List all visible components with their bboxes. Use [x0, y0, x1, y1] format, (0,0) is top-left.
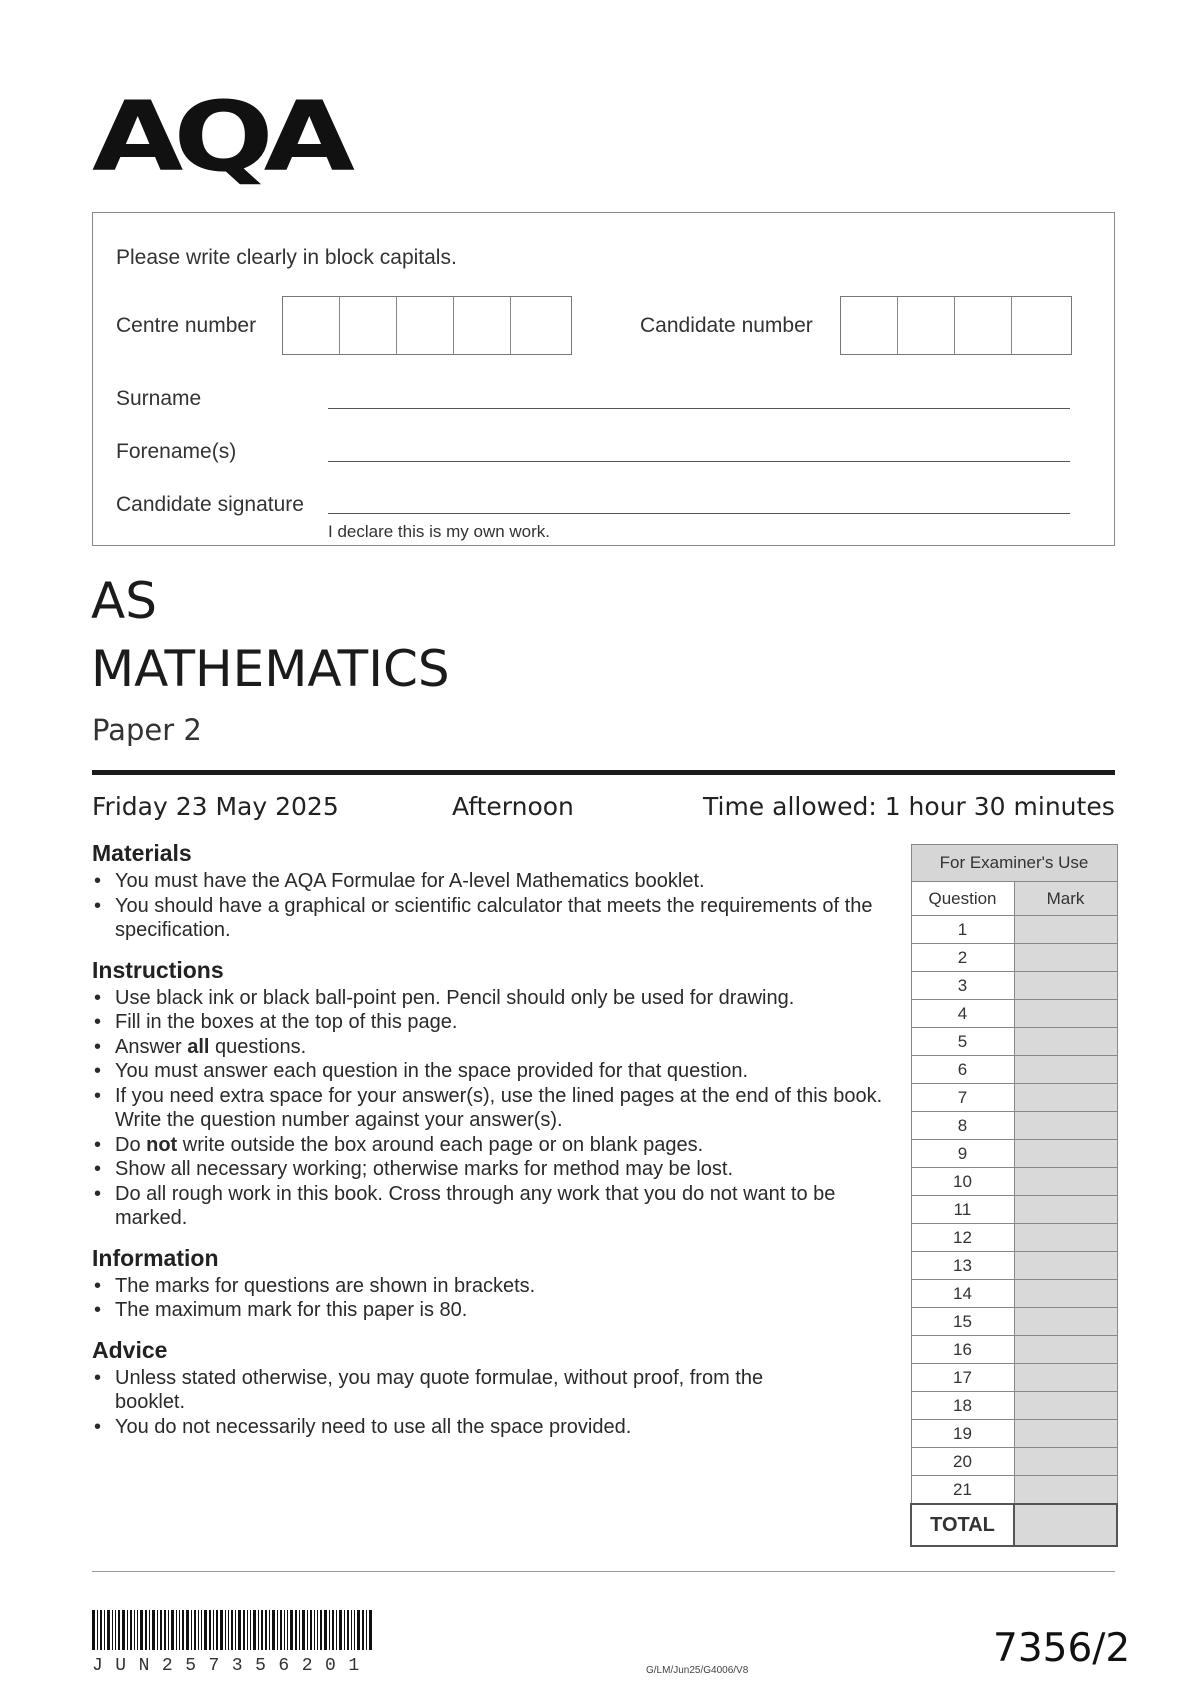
centre-number-digit-box[interactable] — [454, 297, 511, 354]
examiner-table-row — [911, 1392, 1117, 1420]
instructions-item — [92, 1035, 892, 1060]
examiner-table-row — [911, 944, 1117, 972]
candidate-number-boxes — [840, 296, 1072, 355]
barcode-bar — [157, 1610, 158, 1650]
mark-cell[interactable] — [1014, 1364, 1117, 1392]
barcode-bar — [152, 1610, 155, 1650]
examiner-table-row — [911, 1280, 1117, 1308]
examiner-table-row — [911, 1140, 1117, 1168]
total-mark-cell[interactable] — [1014, 1504, 1117, 1546]
barcode-bar — [149, 1610, 150, 1650]
barcode-bar — [171, 1610, 174, 1650]
information-item: • The marks for questions are shown in brackets. — [92, 1274, 892, 1299]
surname-line[interactable] — [328, 408, 1070, 409]
materials-list — [92, 869, 892, 943]
examiner-table-row — [911, 1420, 1117, 1448]
mark-cell[interactable] — [1014, 1084, 1117, 1112]
barcode-bar — [317, 1610, 318, 1650]
examiner-table-title-row — [911, 845, 1117, 882]
question-number-cell: 6 — [911, 1056, 1014, 1084]
centre-number-digit-box[interactable] — [511, 297, 568, 354]
barcode-bar — [329, 1610, 330, 1650]
candidate-number-digit-box[interactable] — [1012, 297, 1069, 354]
centre-number-boxes — [282, 296, 572, 355]
examiner-table-row — [911, 1084, 1117, 1112]
question-number-cell: 3 — [911, 972, 1014, 1000]
materials-heading: Materials — [92, 840, 192, 866]
question-number-cell: 1 — [911, 916, 1014, 944]
barcode-bar — [357, 1610, 360, 1650]
instructions-item-text: write outside the box around each page or on blank pages. — [177, 1133, 704, 1156]
block-capitals-instruction: Please write clearly in block capitals. — [116, 246, 457, 269]
barcode-bar — [216, 1610, 218, 1650]
barcode-bar — [238, 1610, 241, 1650]
centre-number-digit-box[interactable] — [283, 297, 340, 354]
barcode-bar — [307, 1610, 308, 1650]
examiner-table-row — [911, 1336, 1117, 1364]
advice-heading: Advice — [92, 1336, 168, 1363]
instructions-column — [92, 840, 892, 1453]
instructions-item: • Use black ink or black ball-point pen. Pencil should only be used for drawing. — [92, 986, 892, 1011]
total-label: TOTAL — [911, 1504, 1014, 1546]
centre-number-label: Centre number — [116, 314, 257, 337]
barcode-bar — [299, 1610, 300, 1650]
barcode-bar — [272, 1610, 275, 1650]
materials-item: • You should have a graphical or scientific calculator that meets the requirements of the specification. — [92, 894, 892, 943]
question-number-cell: 13 — [911, 1252, 1014, 1280]
barcode-bar — [107, 1610, 110, 1650]
mark-cell[interactable] — [1014, 1028, 1117, 1056]
barcode-bar — [277, 1610, 278, 1650]
barcode-bar — [104, 1610, 105, 1650]
examiner-table-wrapper — [910, 844, 1118, 1547]
barcode-bar — [228, 1610, 229, 1650]
subject-title: MATHEMATICS — [91, 640, 450, 698]
instructions-item — [92, 1133, 892, 1158]
mark-cell[interactable] — [1014, 944, 1117, 972]
examiner-table-row — [911, 1476, 1117, 1505]
document-reference: G/LM/Jun25/G4006/V8 — [646, 1665, 749, 1676]
barcode-bar — [250, 1610, 251, 1650]
barcode-bar — [213, 1610, 214, 1650]
mark-cell[interactable] — [1014, 1196, 1117, 1224]
barcode-bar — [115, 1610, 116, 1650]
mark-cell[interactable] — [1014, 1112, 1117, 1140]
question-number-cell: 4 — [911, 1000, 1014, 1028]
barcode-bar — [118, 1610, 120, 1650]
mark-column-header: Mark — [1014, 882, 1117, 916]
barcode-bar — [182, 1610, 184, 1650]
barcode-bar — [127, 1610, 128, 1650]
barcode-bar — [145, 1610, 147, 1650]
barcode-bar — [204, 1610, 207, 1650]
barcode-bar — [265, 1610, 267, 1650]
instructions-item: • You must answer each question in the space provided for that question. — [92, 1059, 892, 1084]
examiner-table-title: For Examiner's Use — [911, 845, 1117, 882]
materials-item: • You must have the AQA Formulae for A-level Mathematics booklet. — [92, 869, 892, 894]
barcode-bar — [225, 1610, 226, 1650]
advice-item: • You do not necessarily need to use all the space provided. — [92, 1415, 812, 1440]
examiner-use-table — [910, 844, 1118, 1547]
barcode-bar — [160, 1610, 162, 1650]
question-number-cell: 10 — [911, 1168, 1014, 1196]
examiner-table-row — [911, 1168, 1117, 1196]
barcode-bar — [344, 1610, 345, 1650]
barcode-bar — [100, 1610, 102, 1650]
candidate-number-digit-box[interactable] — [841, 297, 898, 354]
barcode-bar — [280, 1610, 282, 1650]
question-number-cell: 2 — [911, 944, 1014, 972]
mark-cell[interactable] — [1014, 1056, 1117, 1084]
mark-cell[interactable] — [1014, 1308, 1117, 1336]
barcode-bar — [243, 1610, 245, 1650]
barcode-bar — [92, 1610, 95, 1650]
candidate-number-digit-box[interactable] — [955, 297, 1012, 354]
title-divider — [92, 770, 1115, 775]
aqa-logo: AQA — [92, 79, 345, 193]
barcode-bar — [231, 1610, 233, 1650]
mark-cell[interactable] — [1014, 1420, 1117, 1448]
barcode-bar — [314, 1610, 315, 1650]
barcode-bar — [112, 1610, 113, 1650]
examiner-table-row — [911, 916, 1117, 944]
barcode-bar — [168, 1610, 169, 1650]
declaration-text: I declare this is my own work. — [328, 522, 551, 541]
examiner-table-row — [911, 1056, 1117, 1084]
information-list — [92, 1274, 892, 1323]
level-title: AS — [91, 572, 157, 630]
footer-divider — [92, 1571, 1115, 1572]
examiner-table-total-row — [911, 1504, 1117, 1546]
candidate-number-digit-box[interactable] — [898, 297, 955, 354]
mark-cell[interactable] — [1014, 1224, 1117, 1252]
mark-cell[interactable] — [1014, 1000, 1117, 1028]
barcode-bar — [261, 1610, 263, 1650]
barcode-bar — [179, 1610, 180, 1650]
question-number-cell: 12 — [911, 1224, 1014, 1252]
barcode-bar — [258, 1610, 259, 1650]
question-number-cell: 5 — [911, 1028, 1014, 1056]
barcode-bar — [137, 1610, 138, 1650]
barcode-bar — [351, 1610, 352, 1650]
barcode-bar — [247, 1610, 248, 1650]
examiner-table-row — [911, 1000, 1117, 1028]
centre-number-digit-box[interactable] — [397, 297, 454, 354]
mark-cell[interactable] — [1014, 972, 1117, 1000]
advice-item: • Unless stated otherwise, you may quote formulae, without proof, from the booklet. — [92, 1366, 812, 1415]
question-number-cell: 8 — [911, 1112, 1014, 1140]
mark-cell[interactable] — [1014, 1252, 1117, 1280]
candidate-number-label: Candidate number — [640, 314, 813, 337]
instructions-item: • Show all necessary working; otherwise marks for method may be lost. — [92, 1157, 892, 1182]
barcode-bar — [130, 1610, 132, 1650]
barcode-bar — [164, 1610, 166, 1650]
question-number-cell: 16 — [911, 1336, 1014, 1364]
forenames-line[interactable] — [328, 461, 1070, 462]
barcode-bar — [140, 1610, 143, 1650]
barcode-bar — [347, 1610, 349, 1650]
examiner-table-row — [911, 1112, 1117, 1140]
barcode-bar — [284, 1610, 285, 1650]
barcode-bar — [320, 1610, 322, 1650]
barcode-bar — [122, 1610, 125, 1650]
barcode-bar — [198, 1610, 199, 1650]
barcode-bar — [220, 1610, 223, 1650]
instructions-list — [92, 986, 892, 1231]
surname-label: Surname — [116, 387, 202, 410]
barcode-bar — [332, 1610, 334, 1650]
examiner-table-row — [911, 1448, 1117, 1476]
mark-cell[interactable] — [1014, 1168, 1117, 1196]
barcode-bar — [339, 1610, 342, 1650]
exam-session: Afternoon — [452, 792, 574, 821]
instructions-item: • Do all rough work in this book. Cross through any work that you do not want to be marked. — [92, 1182, 892, 1231]
barcode-bar — [354, 1610, 355, 1650]
instructions-heading: Instructions — [92, 956, 224, 983]
barcode-bar — [134, 1610, 135, 1650]
barcode-bar — [269, 1610, 270, 1650]
paper-code: 7356/2 — [993, 1626, 1131, 1671]
mark-cell[interactable] — [1014, 1336, 1117, 1364]
mark-cell[interactable] — [1014, 1140, 1117, 1168]
mark-cell[interactable] — [1014, 916, 1117, 944]
time-allowed: Time allowed: 1 hour 30 minutes — [703, 792, 1115, 821]
barcode-bar — [366, 1610, 367, 1650]
examiner-table-row — [911, 1252, 1117, 1280]
barcode-bar — [253, 1610, 256, 1650]
question-number-cell: 19 — [911, 1420, 1014, 1448]
barcode-bar — [290, 1610, 293, 1650]
barcode-bar — [97, 1610, 98, 1650]
barcode-bar — [295, 1610, 297, 1650]
information-item: • The maximum mark for this paper is 80. — [92, 1298, 892, 1323]
question-number-cell: 14 — [911, 1280, 1014, 1308]
mark-cell[interactable] — [1014, 1448, 1117, 1476]
barcode-bar — [336, 1610, 337, 1650]
examiner-table-row — [911, 1224, 1117, 1252]
forenames-label: Forename(s) — [116, 440, 237, 463]
barcode-bar — [194, 1610, 196, 1650]
mark-cell[interactable] — [1014, 1392, 1117, 1420]
question-column-header: Question — [911, 882, 1014, 916]
question-number-cell: 11 — [911, 1196, 1014, 1224]
question-number-cell: 20 — [911, 1448, 1014, 1476]
question-number-cell: 15 — [911, 1308, 1014, 1336]
barcode-bar — [287, 1610, 288, 1650]
instructions-item-text: questions. — [209, 1035, 307, 1058]
instructions-item-text: Do — [115, 1133, 147, 1156]
examiner-table-row — [911, 1364, 1117, 1392]
mark-cell[interactable] — [1014, 1476, 1117, 1505]
examiner-table-row — [911, 1196, 1117, 1224]
barcode-bar — [191, 1610, 192, 1650]
instructions-item-emphasis: not — [146, 1133, 178, 1156]
barcode-bar — [209, 1610, 211, 1650]
barcode-bar — [186, 1610, 189, 1650]
question-number-cell: 18 — [911, 1392, 1014, 1420]
examiner-table-row — [911, 1028, 1117, 1056]
examiner-table-row — [911, 1308, 1117, 1336]
signature-label: Candidate signature — [116, 493, 304, 516]
barcode-bar — [324, 1610, 327, 1650]
barcode-bar — [176, 1610, 177, 1650]
instructions-item-text: Answer — [115, 1035, 188, 1058]
question-number-cell: 17 — [911, 1364, 1014, 1392]
exam-date: Friday 23 May 2025 — [92, 792, 339, 821]
question-number-cell: 9 — [911, 1140, 1014, 1168]
advice-list — [92, 1366, 812, 1440]
instructions-item: • If you need extra space for your answer(s), use the lined pages at the end of this book. Write the question number against your answer(s). — [92, 1084, 892, 1133]
question-number-cell: 7 — [911, 1084, 1014, 1112]
mark-cell[interactable] — [1014, 1280, 1117, 1308]
barcode-bar — [302, 1610, 305, 1650]
barcode-bar — [310, 1610, 312, 1650]
barcode-digits: JUN257356201 — [92, 1656, 372, 1676]
information-heading: Information — [92, 1244, 219, 1271]
barcode-bar — [369, 1610, 372, 1650]
barcode-bar — [362, 1610, 364, 1650]
barcode-bar — [235, 1610, 236, 1650]
barcode — [92, 1610, 478, 1650]
centre-number-digit-box[interactable] — [340, 297, 397, 354]
instructions-item: • Fill in the boxes at the top of this page. — [92, 1010, 892, 1035]
examiner-table-row — [911, 972, 1117, 1000]
instructions-item-emphasis: all — [187, 1035, 210, 1058]
paper-title: Paper 2 — [92, 713, 202, 747]
question-number-cell: 21 — [911, 1476, 1014, 1505]
examiner-table-header-row — [911, 882, 1117, 916]
barcode-bar — [201, 1610, 202, 1650]
signature-line[interactable] — [328, 513, 1070, 514]
